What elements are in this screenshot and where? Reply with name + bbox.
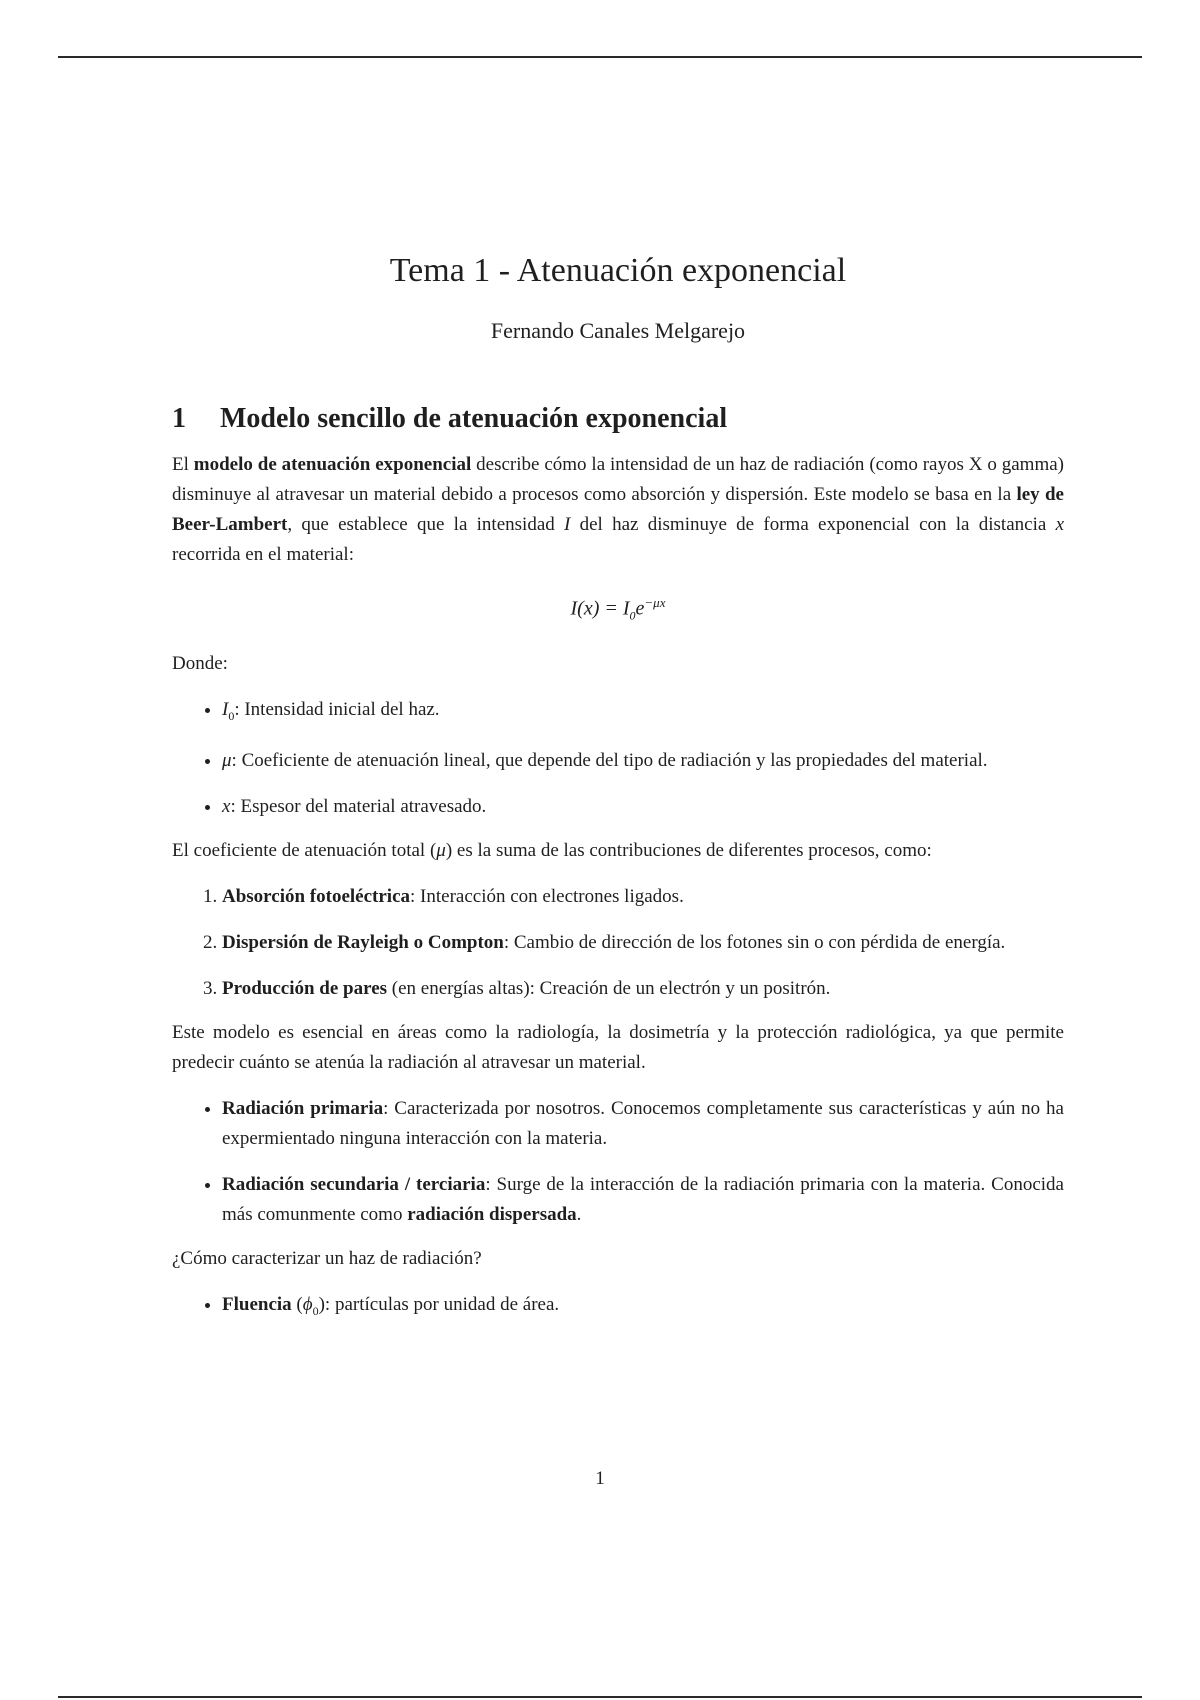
top-rule	[58, 56, 1142, 58]
list-item: • x: Espesor del material atravesado.	[222, 792, 1064, 822]
page-number: 1	[595, 1468, 605, 1489]
section-heading	[172, 402, 1064, 436]
essential-paragraph: Este modelo es esencial en áreas como la radiología, la dosimetría y la protección radiológica, ya que permite predecir cuánto se atenúa la radiación al atravesar un material.	[172, 1022, 1064, 1074]
intro-paragraph: El modelo de atenuación exponencial describe cómo la intensidad de un haz de radiación (como rayos X o gamma) disminuye al atravesar un material debido a procesos como absorción y dispersión. Este modelo se basa en la ley de Beer-Lambert, que establece que la intensidad I del haz disminuye de forma exponencial con la distancia x recorrida en el material:	[172, 454, 1065, 565]
question-paragraph: ¿Cómo caracterizar un haz de radiación?	[172, 1248, 482, 1270]
list-item: 2. Dispersión de Rayleigh o Compton: Cambio de dirección de los fotones sin o con pérdida de energía.	[222, 928, 1064, 958]
document-title: Tema 1 - Atenuación exponencial	[389, 252, 847, 289]
page-content	[172, 250, 1064, 1340]
list-item: 3. Producción de pares (en energías altas): Creación de un electrón y un positrón.	[222, 974, 1064, 1004]
list-item: • Fluencia $(\phi_0)$: partículas por unidad de área.	[222, 1290, 1064, 1326]
variables-list	[172, 695, 1064, 823]
total-coefficient-paragraph: El coeficiente de atenuación total (μ) es la suma de las contribuciones de diferentes procesos, como:	[172, 840, 932, 862]
list-item: • μ: Coeficiente de atenuación lineal, que depende del tipo de radiación y las propiedades del material.	[222, 746, 1064, 776]
list-item: • $I_0$: Intensidad inicial del haz.	[222, 695, 1064, 731]
bottom-rule	[58, 1696, 1142, 1698]
beam-characteristics-list	[172, 1290, 1064, 1326]
section-title: Modelo sencillo de atenuación exponencial	[220, 403, 728, 434]
beer-lambert-equation: $I(x) = I_0e^{-\mu x}$	[570, 595, 666, 623]
list-item: • Radiación primaria: Caracterizada por nosotros. Conocemos completamente sus características y aún no ha expermientado ninguna interacción con la materia.	[222, 1094, 1064, 1154]
processes-list	[172, 882, 1064, 1004]
document-author: Fernando Canales Melgarejo	[490, 318, 746, 343]
list-item: • Radiación secundaria / terciaria: Surge de la interacción de la radiación primaria con la materia. Conocida más comunmente como radiación dispersada.	[222, 1170, 1064, 1230]
section-number: 1	[172, 403, 186, 434]
donde-label: Donde:	[172, 652, 228, 674]
list-item: 1. Absorción fotoeléctrica: Interacción con electrones ligados.	[222, 882, 1064, 912]
radiation-types-list	[172, 1094, 1064, 1230]
